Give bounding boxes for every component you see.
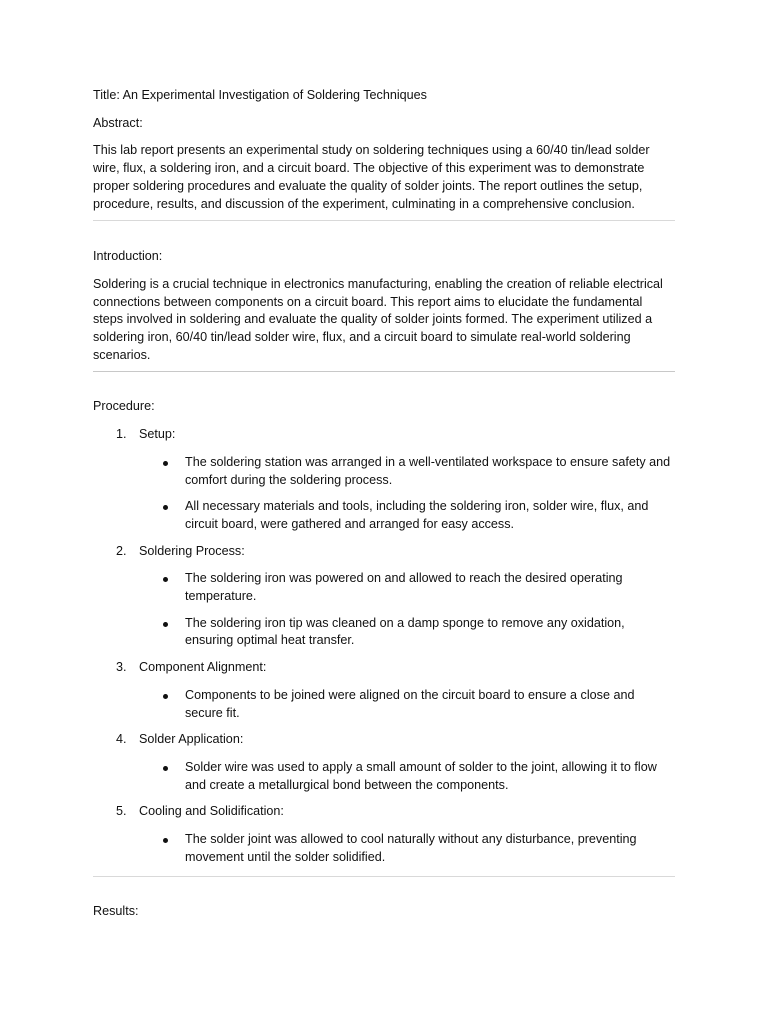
introduction-body: Soldering is a crucial technique in electronics manufacturing, enabling the creation of reliable electrical connections between components on a circuit board. This report aims to elucidate the fundamental steps involved in soldering and evaluate the quality of solder joints formed. The experiment utilized a soldering iron, 60/40 tin/lead solder wire, flux, and a circuit board to simulate real-world soldering scenarios. bbox=[93, 276, 663, 362]
results-heading: Results: bbox=[93, 903, 139, 918]
list-item bbox=[139, 759, 675, 794]
list-item-text: The solder joint was allowed to cool naturally without any disturbance, preventing movement until the solder solidified. bbox=[185, 832, 637, 864]
list-item-text: Components to be joined were aligned on the circuit board to ensure a close and secure fit. bbox=[185, 687, 635, 720]
list-item bbox=[139, 687, 675, 722]
introduction-heading: Introduction: bbox=[93, 249, 163, 264]
step-label: Solder Application: bbox=[139, 732, 244, 747]
step-bullets bbox=[139, 570, 675, 650]
section-divider bbox=[93, 876, 675, 877]
list-item-text: The soldering station was arranged in a well-ventilated workspace to ensure safety and comfort during the soldering process. bbox=[185, 454, 671, 487]
procedure-heading: Procedure: bbox=[93, 399, 155, 414]
step-number: 5. bbox=[116, 804, 127, 819]
step-number: 1. bbox=[116, 427, 127, 442]
step-bullets bbox=[139, 454, 675, 534]
bullet-icon bbox=[163, 838, 168, 843]
step-label: Setup: bbox=[139, 427, 176, 442]
document-page bbox=[93, 87, 675, 930]
procedure-step bbox=[93, 659, 675, 722]
bullet-icon bbox=[163, 461, 168, 466]
step-label: Cooling and Solidification: bbox=[139, 804, 284, 819]
document-title: Title: An Experimental Investigation of Soldering Techniques bbox=[93, 88, 427, 102]
bullet-icon bbox=[163, 766, 168, 771]
procedure-steps-list bbox=[93, 426, 675, 866]
list-item bbox=[139, 615, 675, 650]
step-bullets bbox=[139, 687, 675, 722]
procedure-step bbox=[93, 543, 675, 651]
list-item bbox=[139, 454, 675, 489]
list-item-text: All necessary materials and tools, including the soldering iron, solder wire, flux, and circuit board, were gathered and arranged for easy access. bbox=[185, 499, 649, 531]
step-number: 3. bbox=[116, 660, 127, 675]
bullet-icon bbox=[163, 577, 168, 582]
step-label: Component Alignment: bbox=[139, 660, 267, 675]
list-item bbox=[139, 498, 675, 533]
list-item bbox=[139, 831, 675, 866]
list-item-text: The soldering iron was powered on and allowed to reach the desired operating temperature. bbox=[185, 571, 623, 604]
step-bullets bbox=[139, 831, 675, 866]
bullet-icon bbox=[163, 694, 168, 699]
step-bullets bbox=[139, 759, 675, 794]
list-item-text: Solder wire was used to apply a small amount of solder to the joint, allowing it to flow and create a metallurgical bond between the components. bbox=[185, 759, 657, 792]
procedure-step bbox=[93, 803, 675, 866]
abstract-body: This lab report presents an experimental study on soldering techniques using a 60/40 tin/lead solder wire, flux, a soldering iron, and a circuit board. The objective of this experiment was to demonstrate proper soldering procedures and evaluate the quality of solder joints. The report outlines the setup, procedure, results, and discussion of the experiment, culminating in a comprehensive conclusion. bbox=[93, 143, 650, 211]
section-divider bbox=[93, 220, 675, 221]
bullet-icon bbox=[163, 622, 168, 627]
list-item-text: The soldering iron tip was cleaned on a damp sponge to remove any oxidation, ensuring optimal heat transfer. bbox=[185, 615, 625, 648]
procedure-step bbox=[93, 426, 675, 534]
procedure-step bbox=[93, 731, 675, 794]
abstract-heading: Abstract: bbox=[93, 115, 143, 130]
list-item bbox=[139, 570, 675, 605]
step-number: 2. bbox=[116, 543, 127, 558]
step-number: 4. bbox=[116, 732, 127, 747]
section-divider bbox=[93, 371, 675, 372]
bullet-icon bbox=[163, 505, 168, 510]
step-label: Soldering Process: bbox=[139, 543, 245, 558]
